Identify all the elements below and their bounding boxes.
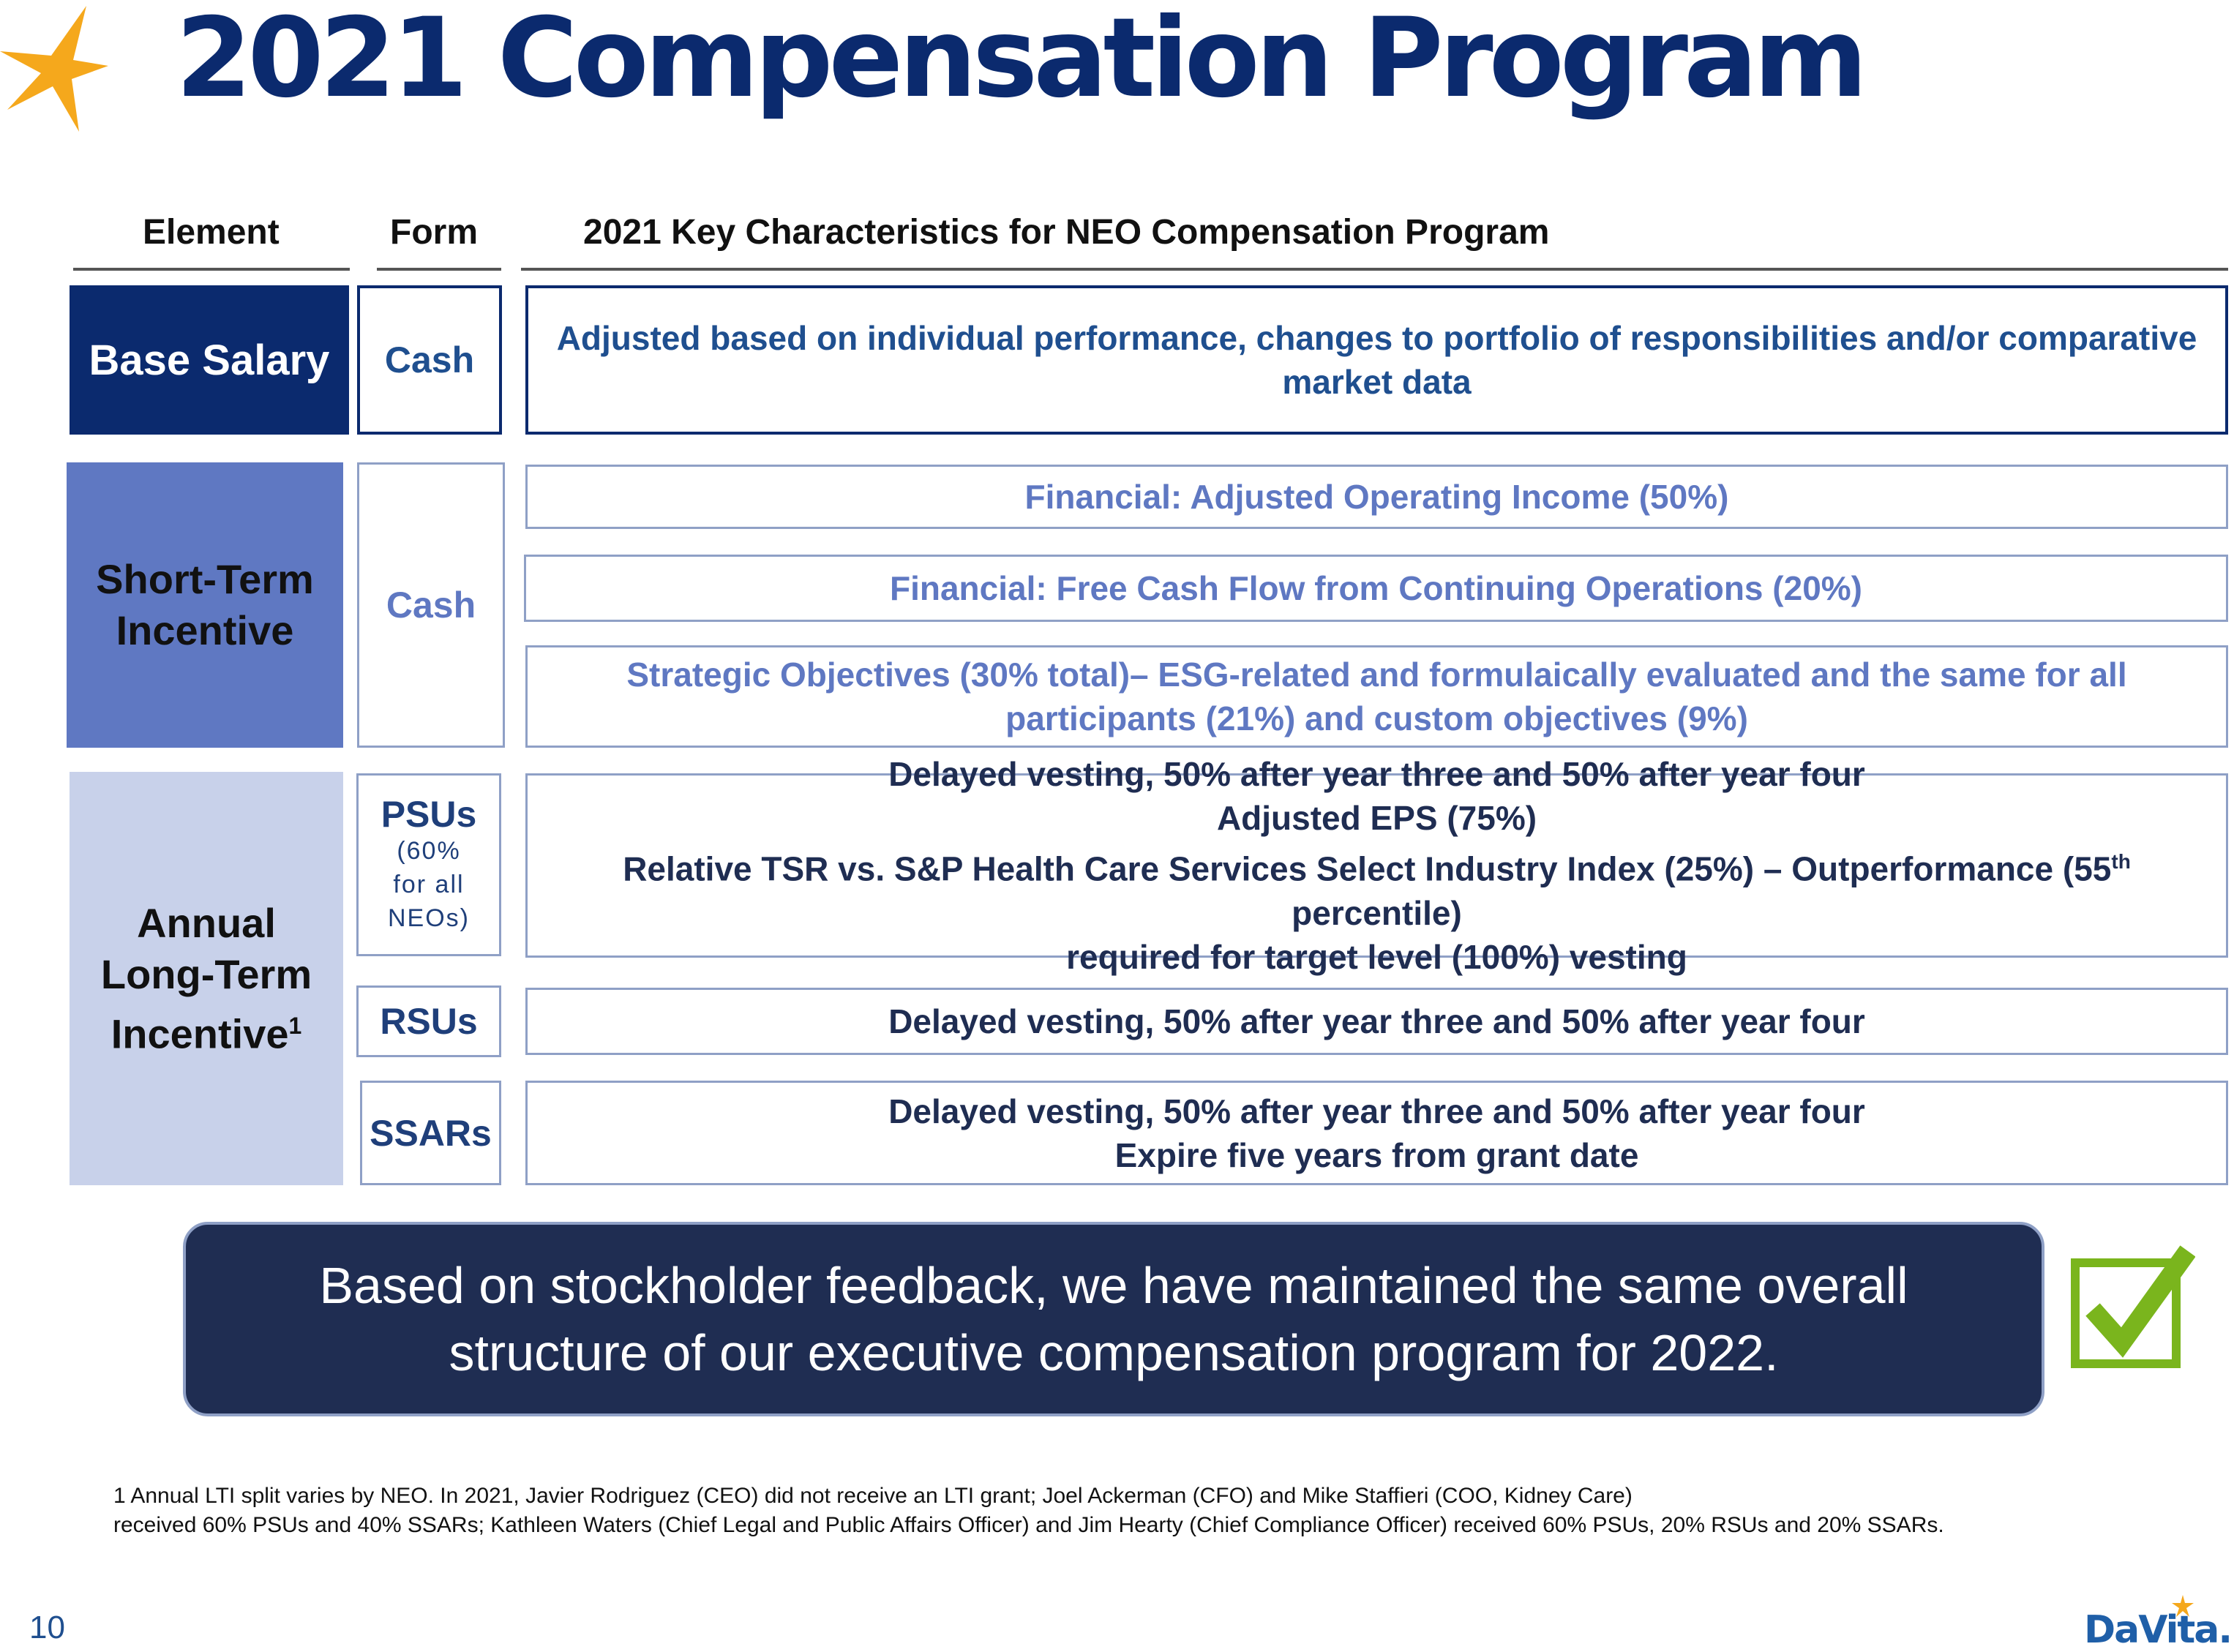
form-base-salary: Cash xyxy=(357,285,502,435)
page-number: 10 xyxy=(29,1610,65,1645)
characteristic-rsus: Delayed vesting, 50% after year three and 50% after year four xyxy=(525,988,2228,1055)
checkbox-checked-icon xyxy=(2071,1244,2195,1368)
star-logo-icon xyxy=(0,0,110,135)
element-short-term-line2: Incentive xyxy=(116,607,294,653)
element-ltip-line2: Long-Term xyxy=(100,950,312,997)
characteristic-sti-strategic-objectives: Strategic Objectives (30% total)– ESG-related and formulaically evaluated and the same for all participants (21%) and custom objectives (9%) xyxy=(525,645,2228,748)
characteristic-ssars xyxy=(525,1081,2228,1185)
header-characteristics: 2021 Key Characteristics for NEO Compensation Program xyxy=(583,213,1550,252)
header-form: Form xyxy=(390,213,478,252)
header-rule-form xyxy=(377,268,501,271)
characteristic-sti-free-cash-flow: Financial: Free Cash Flow from Continuing Operations (20%) xyxy=(524,555,2228,622)
characteristic-base-salary: Adjusted based on individual performance, changes to portfolio of responsibilities and/or comparative market data xyxy=(525,285,2228,435)
form-psus xyxy=(356,773,501,956)
psus-line-tsr-sup: th xyxy=(2111,850,2131,874)
element-short-term-line1: Short-Term xyxy=(96,556,314,602)
psus-line-vesting: Delayed vesting, 50% after year three and 50% after year four xyxy=(888,755,1865,794)
footnote-marker: 1 xyxy=(288,1012,302,1039)
callout-banner: Based on stockholder feedback, we have maintained the same overall structure of our executive compensation program for 2022. xyxy=(183,1222,2044,1416)
characteristic-sti-operating-income: Financial: Adjusted Operating Income (50%) xyxy=(525,465,2228,529)
ssars-line-vesting: Delayed vesting, 50% after year three and 50% after year four xyxy=(888,1092,1865,1130)
psus-line-target: required for target level (100%) vesting xyxy=(1066,937,1687,976)
characteristic-psus xyxy=(525,755,2228,976)
element-ltip-line3: Incentive$^1$ xyxy=(110,1010,302,1057)
footnote-line1: 1 Annual LTI split varies by NEO. In 2021, Javier Rodriguez (CEO) did not receive an LTI grant; Joel Ackerman (CFO) and Mike Staffieri (COO, Kidney Care) xyxy=(113,1484,1633,1508)
form-rsus: RSUs xyxy=(356,985,501,1057)
element-ltip-line1: Annual xyxy=(137,899,276,946)
header-rule-characteristics xyxy=(521,268,2228,271)
form-psus-note: (60% for all NEOs) xyxy=(388,837,470,932)
element-base-salary: Base Salary xyxy=(70,285,349,435)
page-title: 2021 Compensation Program xyxy=(176,0,1864,122)
header-rule-element xyxy=(73,268,350,271)
form-ssars: SSARs xyxy=(360,1081,501,1185)
header-element: Element xyxy=(143,213,280,252)
form-short-term: Cash xyxy=(357,462,505,748)
form-psus-label: PSUs xyxy=(381,794,477,835)
logo-text: DaVita. xyxy=(2084,1608,2232,1652)
davita-logo xyxy=(2084,1595,2232,1652)
psus-line-tsr: Relative TSR vs. S&P Health Care Services Select Industry Index (25%) – Outperformance (55th percentile) xyxy=(623,849,2131,932)
element-long-term-incentive xyxy=(70,772,343,1185)
ssars-line-expire: Expire five years from grant date xyxy=(1114,1135,1639,1174)
element-short-term-incentive xyxy=(67,462,343,748)
footnote-line2: received 60% PSUs and 40% SSARs; Kathleen Waters (Chief Legal and Public Affairs Officer) and Jim Hearty (Chief Compliance Officer) received 60% PSUs, 20% RSUs and 20% SSARs. xyxy=(113,1513,1944,1537)
psus-line-eps: Adjusted EPS (75%) xyxy=(1216,799,1537,838)
